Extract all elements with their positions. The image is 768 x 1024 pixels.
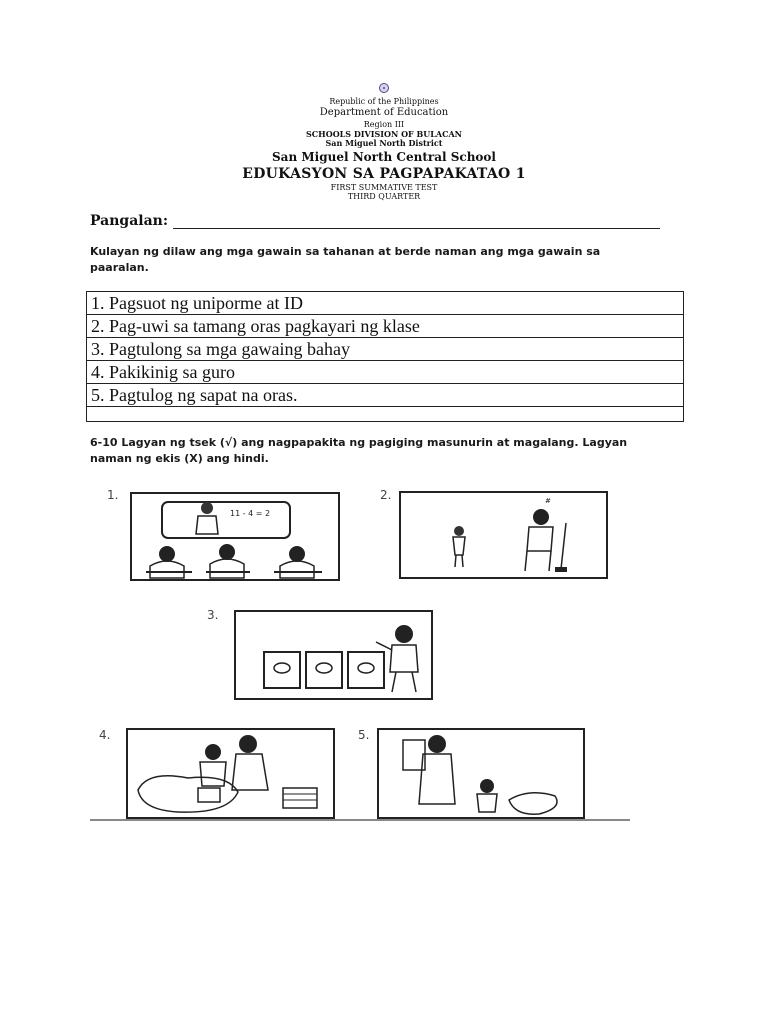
header-department: Department of Education bbox=[319, 107, 449, 118]
table-row bbox=[87, 292, 684, 315]
items-table bbox=[86, 291, 684, 422]
picture-number-3: 3. bbox=[207, 608, 219, 622]
item-cell: 3. Pagtulong sa mga gawaing bahay bbox=[87, 338, 684, 361]
mother-child-illustration bbox=[401, 493, 606, 577]
item-cell: 5. Pagtulog ng sapat na oras. bbox=[87, 384, 684, 407]
header-republic: Republic of the Philippines bbox=[329, 97, 439, 106]
instruction-color: Kulayan ng dilaw ang mga gawain sa tahanan at berde naman ang mga gawain sa paaralan. bbox=[90, 245, 601, 274]
picture-5-helping-mother bbox=[377, 728, 585, 819]
board-text: 11 - 4 = 2 bbox=[230, 509, 271, 518]
empty-cell bbox=[87, 407, 684, 422]
test-title: FIRST SUMMATIVE TEST bbox=[330, 183, 438, 192]
name-field[interactable] bbox=[90, 210, 660, 232]
helping-mother-illustration bbox=[379, 730, 583, 817]
header-district: San Miguel North District bbox=[325, 138, 443, 148]
instruction-check: 6-10 Lagyan ng tsek (√) ang nagpapakita ng pagiging masunurin at magalang. Lagyan naman ng ekis (X) ang hindi. bbox=[90, 436, 628, 465]
table-row bbox=[87, 338, 684, 361]
recycling-illustration bbox=[236, 612, 431, 698]
bottom-divider bbox=[90, 819, 630, 821]
item-cell: 2. Pag-uwi sa tamang oras pagkayari ng klase bbox=[87, 315, 684, 338]
picture-3-recycling bbox=[234, 610, 433, 700]
picture-number-1: 1. bbox=[107, 488, 119, 502]
name-underline bbox=[173, 228, 660, 229]
picture-number-2: 2. bbox=[380, 488, 392, 502]
table-row bbox=[87, 315, 684, 338]
picture-2-mother-child bbox=[399, 491, 608, 579]
picture-number-4: 4. bbox=[99, 728, 111, 742]
table-row bbox=[87, 384, 684, 407]
subject-title: EDUKASYON SA PAGPAPAKATAO 1 bbox=[242, 166, 526, 182]
picture-1-classroom bbox=[130, 492, 340, 581]
classroom-illustration bbox=[132, 494, 338, 579]
cleaning-illustration bbox=[128, 730, 333, 817]
name-label: Pangalan: bbox=[90, 213, 168, 229]
picture-number-5: 5. bbox=[358, 728, 370, 742]
header-division: SCHOOLS DIVISION OF BULACAN bbox=[306, 129, 462, 139]
quarter-title: THIRD QUARTER bbox=[347, 192, 421, 201]
table-row bbox=[87, 361, 684, 384]
deped-seal bbox=[379, 83, 389, 93]
item-cell: 1. Pagsuot ng uniporme at ID bbox=[87, 292, 684, 315]
header-school: San Miguel North Central School bbox=[272, 150, 496, 164]
table-row-empty bbox=[87, 407, 684, 422]
svg-text:#: # bbox=[545, 497, 551, 505]
header-region: Region III bbox=[363, 120, 405, 129]
picture-4-cleaning bbox=[126, 728, 335, 819]
item-cell: 4. Pakikinig sa guro bbox=[87, 361, 684, 384]
